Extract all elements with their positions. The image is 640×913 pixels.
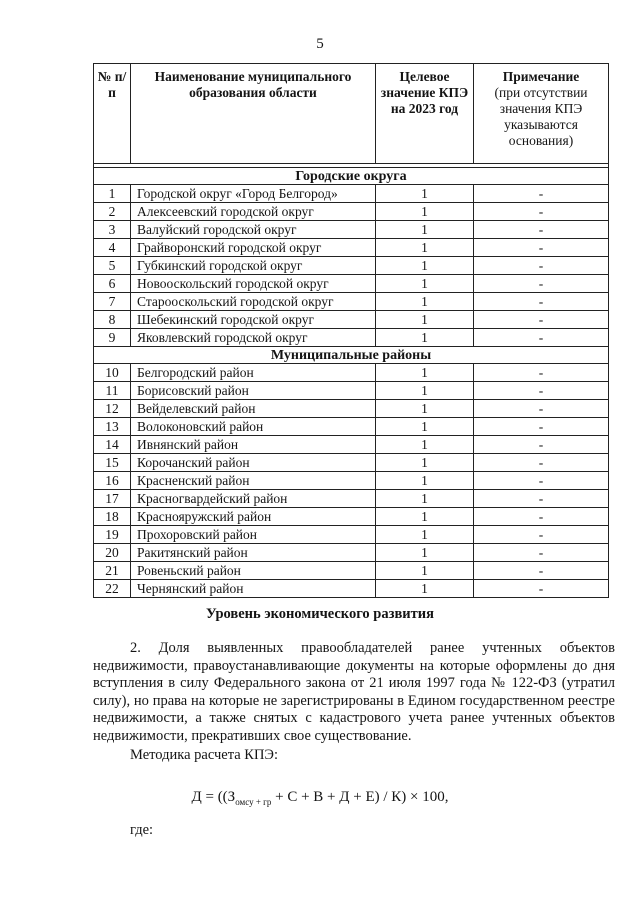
table-row bbox=[94, 239, 609, 257]
table-row bbox=[94, 544, 609, 562]
row-note: - bbox=[474, 203, 609, 221]
row-target-value: 1 bbox=[376, 400, 474, 418]
row-name: Белгородский район bbox=[131, 364, 376, 382]
row-note: - bbox=[474, 526, 609, 544]
row-number: 15 bbox=[94, 454, 131, 472]
row-note: - bbox=[474, 239, 609, 257]
row-note: - bbox=[474, 490, 609, 508]
row-name: Губкинский городской округ bbox=[131, 257, 376, 275]
table-row bbox=[94, 418, 609, 436]
row-number: 19 bbox=[94, 526, 131, 544]
row-number: 1 bbox=[94, 185, 131, 203]
formula bbox=[0, 789, 640, 807]
section-title: Муниципальные районы bbox=[94, 347, 609, 364]
table-row bbox=[94, 490, 609, 508]
row-name: Яковлевский городской округ bbox=[131, 329, 376, 347]
row-note: - bbox=[474, 364, 609, 382]
row-note: - bbox=[474, 454, 609, 472]
row-name: Городской округ «Город Белгород» bbox=[131, 185, 376, 203]
row-number: 14 bbox=[94, 436, 131, 454]
section-heading: Уровень экономического развития bbox=[206, 606, 434, 622]
row-number: 16 bbox=[94, 472, 131, 490]
row-target-value: 1 bbox=[376, 221, 474, 239]
row-name: Прохоровский район bbox=[131, 526, 376, 544]
table-header-row bbox=[94, 64, 609, 164]
row-target-value: 1 bbox=[376, 203, 474, 221]
row-target-value: 1 bbox=[376, 329, 474, 347]
row-note: - bbox=[474, 472, 609, 490]
kpe-table bbox=[93, 63, 609, 598]
row-note: - bbox=[474, 418, 609, 436]
table-row bbox=[94, 185, 609, 203]
row-name: Борисовский район bbox=[131, 382, 376, 400]
table-row bbox=[94, 257, 609, 275]
row-name: Новооскольский городской округ bbox=[131, 275, 376, 293]
row-note: - bbox=[474, 185, 609, 203]
table-row bbox=[94, 436, 609, 454]
table-row bbox=[94, 311, 609, 329]
row-number: 5 bbox=[94, 257, 131, 275]
row-target-value: 1 bbox=[376, 293, 474, 311]
row-number: 4 bbox=[94, 239, 131, 257]
table-row bbox=[94, 400, 609, 418]
row-number: 13 bbox=[94, 418, 131, 436]
row-number: 9 bbox=[94, 329, 131, 347]
table-row bbox=[94, 203, 609, 221]
row-target-value: 1 bbox=[376, 257, 474, 275]
header-note-title: Примечание bbox=[502, 69, 580, 84]
row-number: 2 bbox=[94, 203, 131, 221]
formula-suffix: + С + В + Д + Е) / К) × 100, bbox=[271, 789, 449, 805]
row-target-value: 1 bbox=[376, 544, 474, 562]
row-note: - bbox=[474, 311, 609, 329]
table-row bbox=[94, 382, 609, 400]
formula-prefix: Д = ((З bbox=[191, 789, 236, 805]
row-target-value: 1 bbox=[376, 275, 474, 293]
row-target-value: 1 bbox=[376, 472, 474, 490]
row-note: - bbox=[474, 562, 609, 580]
header-note-sub: (при отсутствии значения КПЭ указываются основания) bbox=[494, 85, 588, 148]
row-target-value: 1 bbox=[376, 580, 474, 598]
row-name: Валуйский городской округ bbox=[131, 221, 376, 239]
row-target-value: 1 bbox=[376, 508, 474, 526]
row-number: 3 bbox=[94, 221, 131, 239]
row-note: - bbox=[474, 436, 609, 454]
row-target-value: 1 bbox=[376, 185, 474, 203]
section-title: Городские округа bbox=[94, 168, 609, 185]
row-target-value: 1 bbox=[376, 526, 474, 544]
row-note: - bbox=[474, 508, 609, 526]
row-number: 17 bbox=[94, 490, 131, 508]
table-row bbox=[94, 221, 609, 239]
row-target-value: 1 bbox=[376, 490, 474, 508]
row-name: Грайворонский городской округ bbox=[131, 239, 376, 257]
table-row bbox=[94, 580, 609, 598]
row-number: 6 bbox=[94, 275, 131, 293]
row-name: Ракитянский район bbox=[131, 544, 376, 562]
table-body bbox=[94, 164, 609, 598]
row-target-value: 1 bbox=[376, 454, 474, 472]
row-target-value: 1 bbox=[376, 364, 474, 382]
row-note: - bbox=[474, 275, 609, 293]
method-label: Методика расчета КПЭ: bbox=[130, 747, 279, 763]
row-target-value: 1 bbox=[376, 311, 474, 329]
header-name: Наименование муниципального образования области bbox=[131, 64, 376, 164]
row-number: 10 bbox=[94, 364, 131, 382]
table-row bbox=[94, 364, 609, 382]
row-name: Вейделевский район bbox=[131, 400, 376, 418]
row-target-value: 1 bbox=[376, 239, 474, 257]
section-row bbox=[94, 168, 609, 185]
section-row bbox=[94, 347, 609, 364]
row-name: Старооскольский городской округ bbox=[131, 293, 376, 311]
header-target: Целевое значение КПЭ на 2023 год bbox=[376, 64, 474, 164]
row-name: Красногвардейский район bbox=[131, 490, 376, 508]
header-note bbox=[474, 64, 609, 164]
row-number: 20 bbox=[94, 544, 131, 562]
table-row bbox=[94, 293, 609, 311]
where-label: где: bbox=[130, 822, 154, 838]
row-note: - bbox=[474, 544, 609, 562]
row-name: Краснояружский район bbox=[131, 508, 376, 526]
table-row bbox=[94, 454, 609, 472]
body-paragraph: 2. Доля выявленных правообладателей ранее учтенных объектов недвижимости, правоустанавливающие документы на которые оформлены до дня вступления в силу Федерального закона от 21 июля 1997 года № 122-ФЗ (утратил силу), но права на которые не зарегистрированы в Едином государственном реестре недвижимости, а также снятых с кадастрового учета ранее учтенных объектов недвижимости, прекративших свое существование. bbox=[93, 640, 615, 744]
row-note: - bbox=[474, 221, 609, 239]
row-note: - bbox=[474, 257, 609, 275]
row-target-value: 1 bbox=[376, 436, 474, 454]
row-name: Ровеньский район bbox=[131, 562, 376, 580]
table-row bbox=[94, 526, 609, 544]
table-row bbox=[94, 472, 609, 490]
row-note: - bbox=[474, 382, 609, 400]
row-number: 7 bbox=[94, 293, 131, 311]
row-note: - bbox=[474, 580, 609, 598]
row-target-value: 1 bbox=[376, 562, 474, 580]
table-row bbox=[94, 275, 609, 293]
row-name: Алексеевский городской округ bbox=[131, 203, 376, 221]
page-number: 5 bbox=[316, 36, 324, 52]
row-note: - bbox=[474, 293, 609, 311]
row-number: 11 bbox=[94, 382, 131, 400]
row-name: Шебекинский городской округ bbox=[131, 311, 376, 329]
table-row bbox=[94, 508, 609, 526]
row-name: Волоконовский район bbox=[131, 418, 376, 436]
row-target-value: 1 bbox=[376, 382, 474, 400]
row-note: - bbox=[474, 400, 609, 418]
row-number: 22 bbox=[94, 580, 131, 598]
row-name: Корочанский район bbox=[131, 454, 376, 472]
row-number: 12 bbox=[94, 400, 131, 418]
row-name: Красненский район bbox=[131, 472, 376, 490]
header-num: № п/п bbox=[94, 64, 131, 164]
row-number: 18 bbox=[94, 508, 131, 526]
row-number: 21 bbox=[94, 562, 131, 580]
table-row bbox=[94, 329, 609, 347]
row-note: - bbox=[474, 329, 609, 347]
table-row bbox=[94, 562, 609, 580]
row-number: 8 bbox=[94, 311, 131, 329]
row-target-value: 1 bbox=[376, 418, 474, 436]
row-name: Ивнянский район bbox=[131, 436, 376, 454]
formula-subscript: омсу + гр bbox=[235, 797, 272, 807]
row-name: Чернянский район bbox=[131, 580, 376, 598]
